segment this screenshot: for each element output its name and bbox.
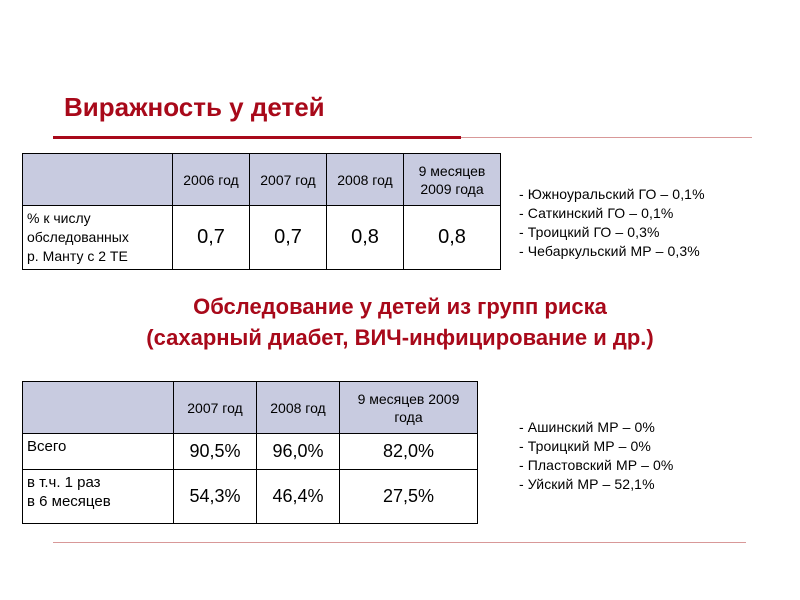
header-line: 9 месяцев [418, 162, 486, 179]
risk-group-examination-table [22, 381, 478, 524]
table-header-row [23, 154, 501, 206]
value-cell: 96,0% [257, 434, 340, 470]
row-label-line: % к числу [27, 210, 91, 226]
list-item: - Пластовский МР – 0% [519, 457, 674, 473]
header-9-months-2009 [404, 154, 501, 206]
title-underline-extension [461, 137, 752, 138]
table-row [23, 434, 478, 470]
list-item: - Южноуральский ГО – 0,1% [519, 186, 705, 202]
header-2007: 2007 год [174, 382, 257, 434]
table-row [23, 206, 501, 270]
row-label-line: в 6 месяцев [27, 493, 111, 510]
list-item: - Саткинский ГО – 0,1% [519, 205, 674, 221]
page-title: Виражность у детей [64, 92, 325, 122]
list-item: - Чебаркульский МР – 0,3% [519, 243, 700, 259]
row-label [23, 206, 173, 270]
list-item: - Уйский МР – 52,1% [519, 476, 655, 492]
table-header-row [23, 382, 478, 434]
row-label-line: обследованных [27, 229, 129, 245]
table-row [23, 470, 478, 524]
row-label [23, 470, 174, 524]
header-2007: 2007 год [250, 154, 327, 206]
list-item: - Троицкий ГО – 0,3% [519, 224, 660, 240]
header-9-months-2009 [340, 382, 478, 434]
header-2008: 2008 год [257, 382, 340, 434]
row-label-line: р. Манту с 2 ТЕ [27, 248, 128, 264]
section-subtitle [60, 291, 740, 353]
list-item: - Троицкий МР – 0% [519, 438, 651, 454]
header-line: года [394, 408, 423, 425]
header-line: 2009 года [420, 180, 484, 197]
value-cell: 54,3% [174, 470, 257, 524]
header-2008: 2008 год [327, 154, 404, 206]
subtitle-line: (сахарный диабет, ВИЧ-инфицирование и др.) [146, 325, 654, 350]
value-cell: 0,8 [404, 206, 501, 270]
list-item: - Ашинский МР – 0% [519, 419, 655, 435]
district-notes-list [519, 185, 705, 261]
value-cell: 0,8 [327, 206, 404, 270]
row-label-line: в т.ч. 1 раз [27, 474, 101, 491]
row-label [23, 434, 174, 470]
value-cell: 0,7 [173, 206, 250, 270]
value-cell: 46,4% [257, 470, 340, 524]
footer-divider [53, 542, 746, 543]
value-cell: 90,5% [174, 434, 257, 470]
value-cell: 27,5% [340, 470, 478, 524]
value-cell: 82,0% [340, 434, 478, 470]
table-corner-cell [23, 382, 174, 434]
district-notes-list [519, 418, 673, 494]
table-corner-cell [23, 154, 173, 206]
row-label-line: Всего [27, 438, 67, 455]
title-underline [53, 136, 461, 139]
header-2006: 2006 год [173, 154, 250, 206]
value-cell: 0,7 [250, 206, 327, 270]
tuberculin-conversion-table [22, 153, 501, 270]
header-line: 9 месяцев 2009 [357, 390, 460, 407]
subtitle-line: Обследование у детей из групп риска [193, 294, 607, 319]
